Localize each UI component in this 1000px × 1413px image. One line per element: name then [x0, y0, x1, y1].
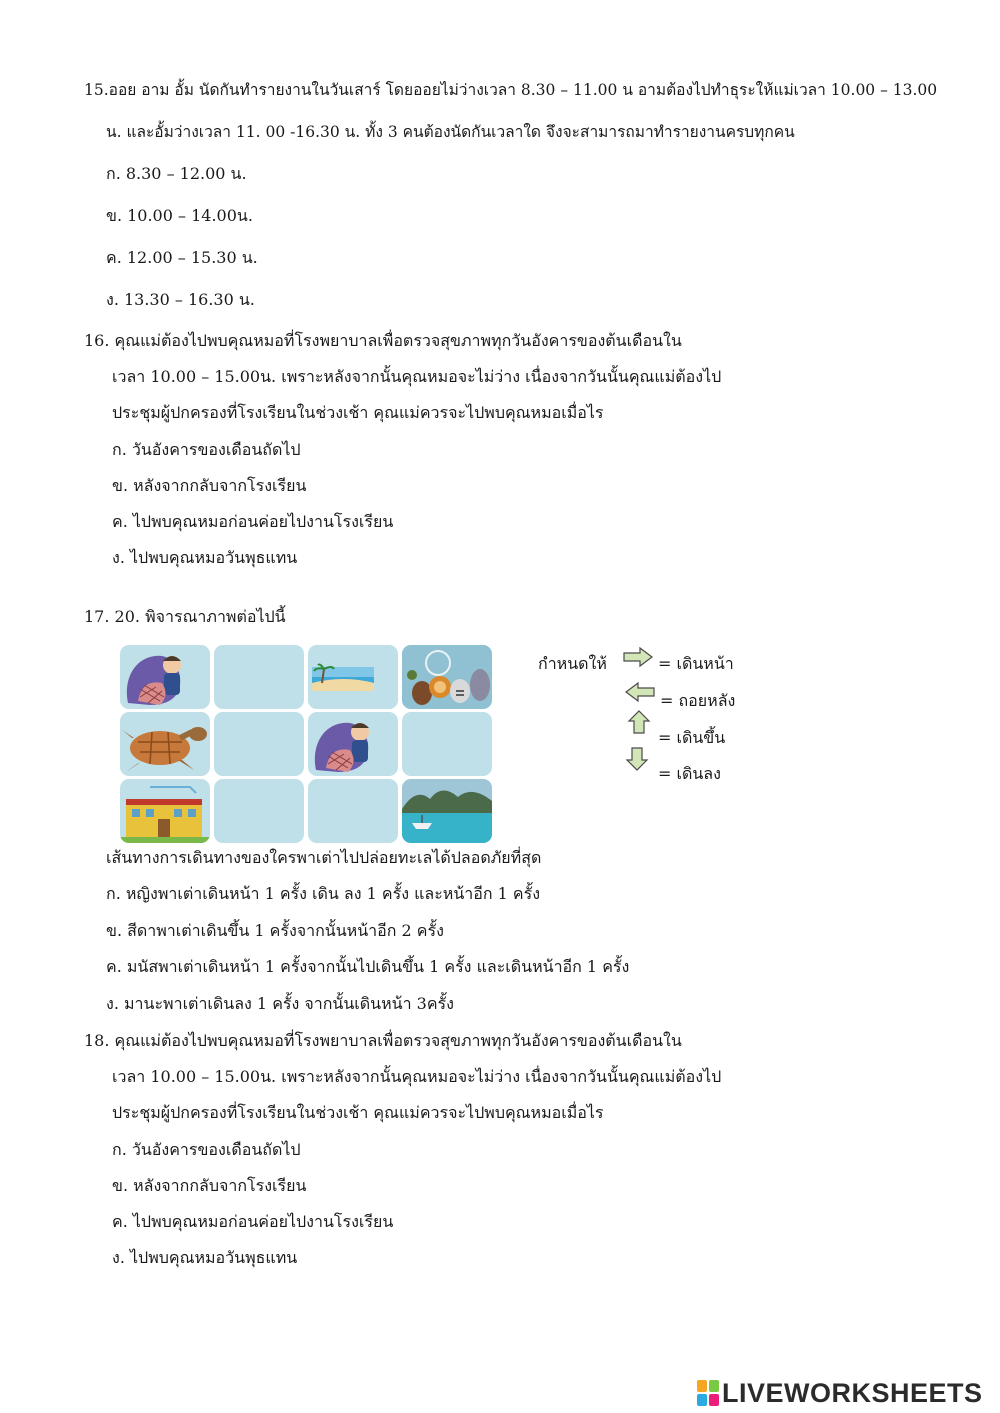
q15-stem-line-1: 15.ออย อาม อั้ม นัดกันทำรายงานในวันเสาร์ โดยออยไม่ว่างเวลา 8.30 – 11.00 น อามต้องไปทำธุระให้แม่เวลา 10.00 – 13.00 — [84, 81, 938, 99]
grid-cell-school — [120, 779, 210, 843]
liveworksheets-logo-text: LIVEWORKSHEETS — [722, 1377, 983, 1408]
legend-backward-label: = ถอยหลัง — [660, 691, 736, 710]
q18-stem-line-1: 18. คุณแม่ต้องไปพบคุณหมอที่โรงพยาบาลเพื่อตรวจสุขภาพทุกวันอังคารของต้นเดือนใน — [84, 1031, 682, 1050]
grid-cell-empty — [402, 712, 492, 776]
q16-stem-line-3: ประชุมผู้ปกครองที่โรงเรียนในช่วงเช้า คุณแม่ควรจะไปพบคุณหมอเมื่อไร — [112, 403, 604, 422]
grid-cell-sea-island — [402, 779, 492, 843]
q15-option-b[interactable]: ข. 10.00 – 14.00น. — [106, 206, 253, 225]
q18-option-a[interactable]: ก. วันอังคารของเดือนถัดไป — [112, 1140, 301, 1159]
q17-option-a[interactable]: ก. หญิงพาเต่าเดินหน้า 1 ครั้ง เดิน ลง 1 ครั้ง และหน้าอีก 1 ครั้ง — [106, 884, 541, 903]
arrow-down-icon — [625, 746, 649, 772]
grid-cell-fisherman — [308, 712, 398, 776]
grid-cell-fisherman — [120, 645, 210, 709]
q15-option-a[interactable]: ก. 8.30 – 12.00 น. — [106, 164, 247, 183]
turtle-image — [120, 712, 210, 776]
q16-stem-line-2: เวลา 10.00 – 15.00น. เพราะหลังจากนั้นคุณหมอจะไม่ว่าง เนื่องจากวันนั้นคุณแม่ต้องไป — [112, 367, 722, 386]
grid-cell-beach — [308, 645, 398, 709]
q16-stem-line-1: 16. คุณแม่ต้องไปพบคุณหมอที่โรงพยาบาลเพื่อตรวจสุขภาพทุกวันอังคารของต้นเดือนใน — [84, 331, 682, 350]
legend-down-label: = เดินลง — [658, 764, 721, 783]
arrow-left-icon — [624, 681, 656, 703]
grid-cell-empty — [214, 712, 304, 776]
q17-option-d[interactable]: ง. มานะพาเต่าเดินลง 1 ครั้ง จากนั้นเดินหน้า 3ครั้ง — [106, 994, 454, 1013]
fisherman-image — [308, 712, 398, 776]
q17-option-c[interactable]: ค. มนัสพาเต่าเดินหน้า 1 ครั้งจากนั้นไปเดินขึ้น 1 ครั้ง และเดินหน้าอีก 1 ครั้ง — [106, 957, 630, 976]
q16-option-d[interactable]: ง. ไปพบคุณหมอวันพุธแทน — [112, 548, 298, 567]
liveworksheets-logo-icon — [697, 1380, 719, 1406]
liveworksheets-logo[interactable] — [697, 1378, 983, 1408]
q16-option-a[interactable]: ก. วันอังคารของเดือนถัดไป — [112, 440, 301, 459]
grid-cell-empty — [214, 779, 304, 843]
q18-stem-line-2: เวลา 10.00 – 15.00น. เพราะหลังจากนั้นคุณหมอจะไม่ว่าง เนื่องจากวันนั้นคุณแม่ต้องไป — [112, 1067, 722, 1086]
q17-heading: 17. 20. พิจารณาภาพต่อไปนี้ — [84, 607, 286, 626]
q15-option-c[interactable]: ค. 12.00 – 15.30 น. — [106, 248, 258, 267]
q15-stem-line-2: น. และอั้มว่างเวลา 11. 00 -16.30 น. ทั้ง 3 คนต้องนัดกันเวลาใด จึงจะสามารถมาทำรายงานครบทุกคน — [106, 123, 795, 141]
q18-option-c[interactable]: ค. ไปพบคุณหมอก่อนค่อยไปงานโรงเรียน — [112, 1212, 394, 1231]
sea-island-image — [402, 779, 492, 843]
legend-up-label: = เดินขึ้น — [658, 728, 726, 747]
grid-cell-empty — [214, 645, 304, 709]
grid-cell-empty — [308, 779, 398, 843]
fisherman-image — [120, 645, 210, 709]
q18-option-d[interactable]: ง. ไปพบคุณหมอวันพุธแทน — [112, 1248, 298, 1267]
grid-cell-zoo — [402, 645, 492, 709]
legend-title: กำหนดให้ — [538, 654, 607, 673]
q15-option-d[interactable]: ง. 13.30 – 16.30 น. — [106, 290, 255, 309]
school-image — [120, 779, 210, 843]
q17-option-b[interactable]: ข. สีดาพาเต่าเดินขึ้น 1 ครั้งจากนั้นหน้าอีก 2 ครั้ง — [106, 921, 444, 940]
q16-option-c[interactable]: ค. ไปพบคุณหมอก่อนค่อยไปงานโรงเรียน — [112, 512, 394, 531]
q18-option-b[interactable]: ข. หลังจากกลับจากโรงเรียน — [112, 1176, 307, 1195]
q18-stem-line-3: ประชุมผู้ปกครองที่โรงเรียนในช่วงเช้า คุณแม่ควรจะไปพบคุณหมอเมื่อไร — [112, 1103, 604, 1122]
legend-forward-label: = เดินหน้า — [658, 654, 734, 673]
zoo-image — [402, 645, 492, 709]
arrow-up-icon — [627, 709, 651, 735]
map-grid — [120, 645, 492, 843]
grid-cell-turtle — [120, 712, 210, 776]
arrow-right-icon — [622, 646, 654, 668]
q17-question: เส้นทางการเดินทางของใครพาเต่าไปปล่อยทะเลได้ปลอดภัยที่สุด — [106, 848, 542, 867]
beach-image — [308, 645, 398, 709]
q16-option-b[interactable]: ข. หลังจากกลับจากโรงเรียน — [112, 476, 307, 495]
